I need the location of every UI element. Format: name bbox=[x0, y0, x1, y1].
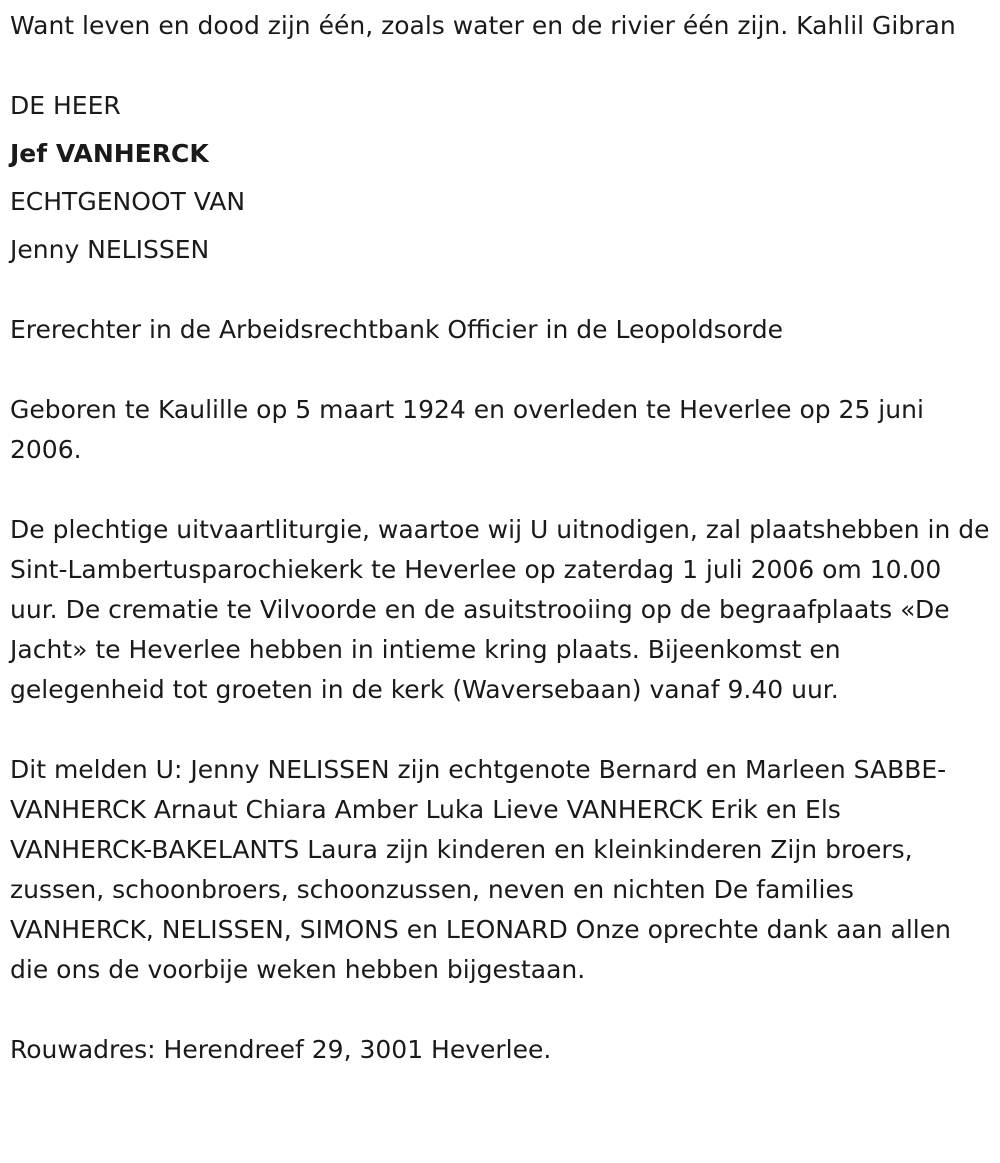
honors-text: Ererechter in de Arbeidsrechtbank Officier in de Leopoldsorde bbox=[10, 315, 784, 344]
ceremony-text: De plechtige uitvaartliturgie, waartoe wij U uitnodigen, zal plaatshebben in de Sint-Lambertusparochiekerk te Heverlee op zaterdag 1 juli 2006 om 10.00 uur. De crematie te Vilvoorde en de asuitstrooiing op de begraafplaats «De Jacht» te Heverlee hebben in intieme kring plaats. Bijeenkomst en gelegenheid tot groeten in de kerk (Waversebaan) vanaf 9.40 uur. bbox=[10, 515, 990, 704]
announcement-text: Dit melden U: Jenny NELISSEN zijn echtgenote Bernard en Marleen SABBE-VANHERCK Arnaut Chiara Amber Luka Lieve VANHERCK Erik en Els VANHERCK-BAKELANTS Laura zijn kinderen en kleinkinderen Zijn broers, zussen, schoonbroers, schoonzussen, neven en nichten De families VANHERCK, NELISSEN, SIMONS en LEONARD Onze oprechte dank aan allen die ons de voorbije weken hebben bijgestaan. bbox=[10, 755, 951, 984]
title-line: DE HEER bbox=[10, 91, 121, 120]
spouse-label: ECHTGENOOT VAN bbox=[10, 187, 246, 216]
birth-death-text: Geboren te Kaulille op 5 maart 1924 en overleden te Heverlee op 25 juni 2006. bbox=[10, 395, 924, 464]
deceased-name: Jef VANHERCK bbox=[10, 139, 209, 168]
address-text: Rouwadres: Herendreef 29, 3001 Heverlee. bbox=[10, 1035, 552, 1064]
quote-text: Want leven en dood zijn één, zoals water en de rivier één zijn. Kahlil Gibran bbox=[10, 11, 956, 40]
spouse-name: Jenny NELISSEN bbox=[10, 235, 210, 264]
